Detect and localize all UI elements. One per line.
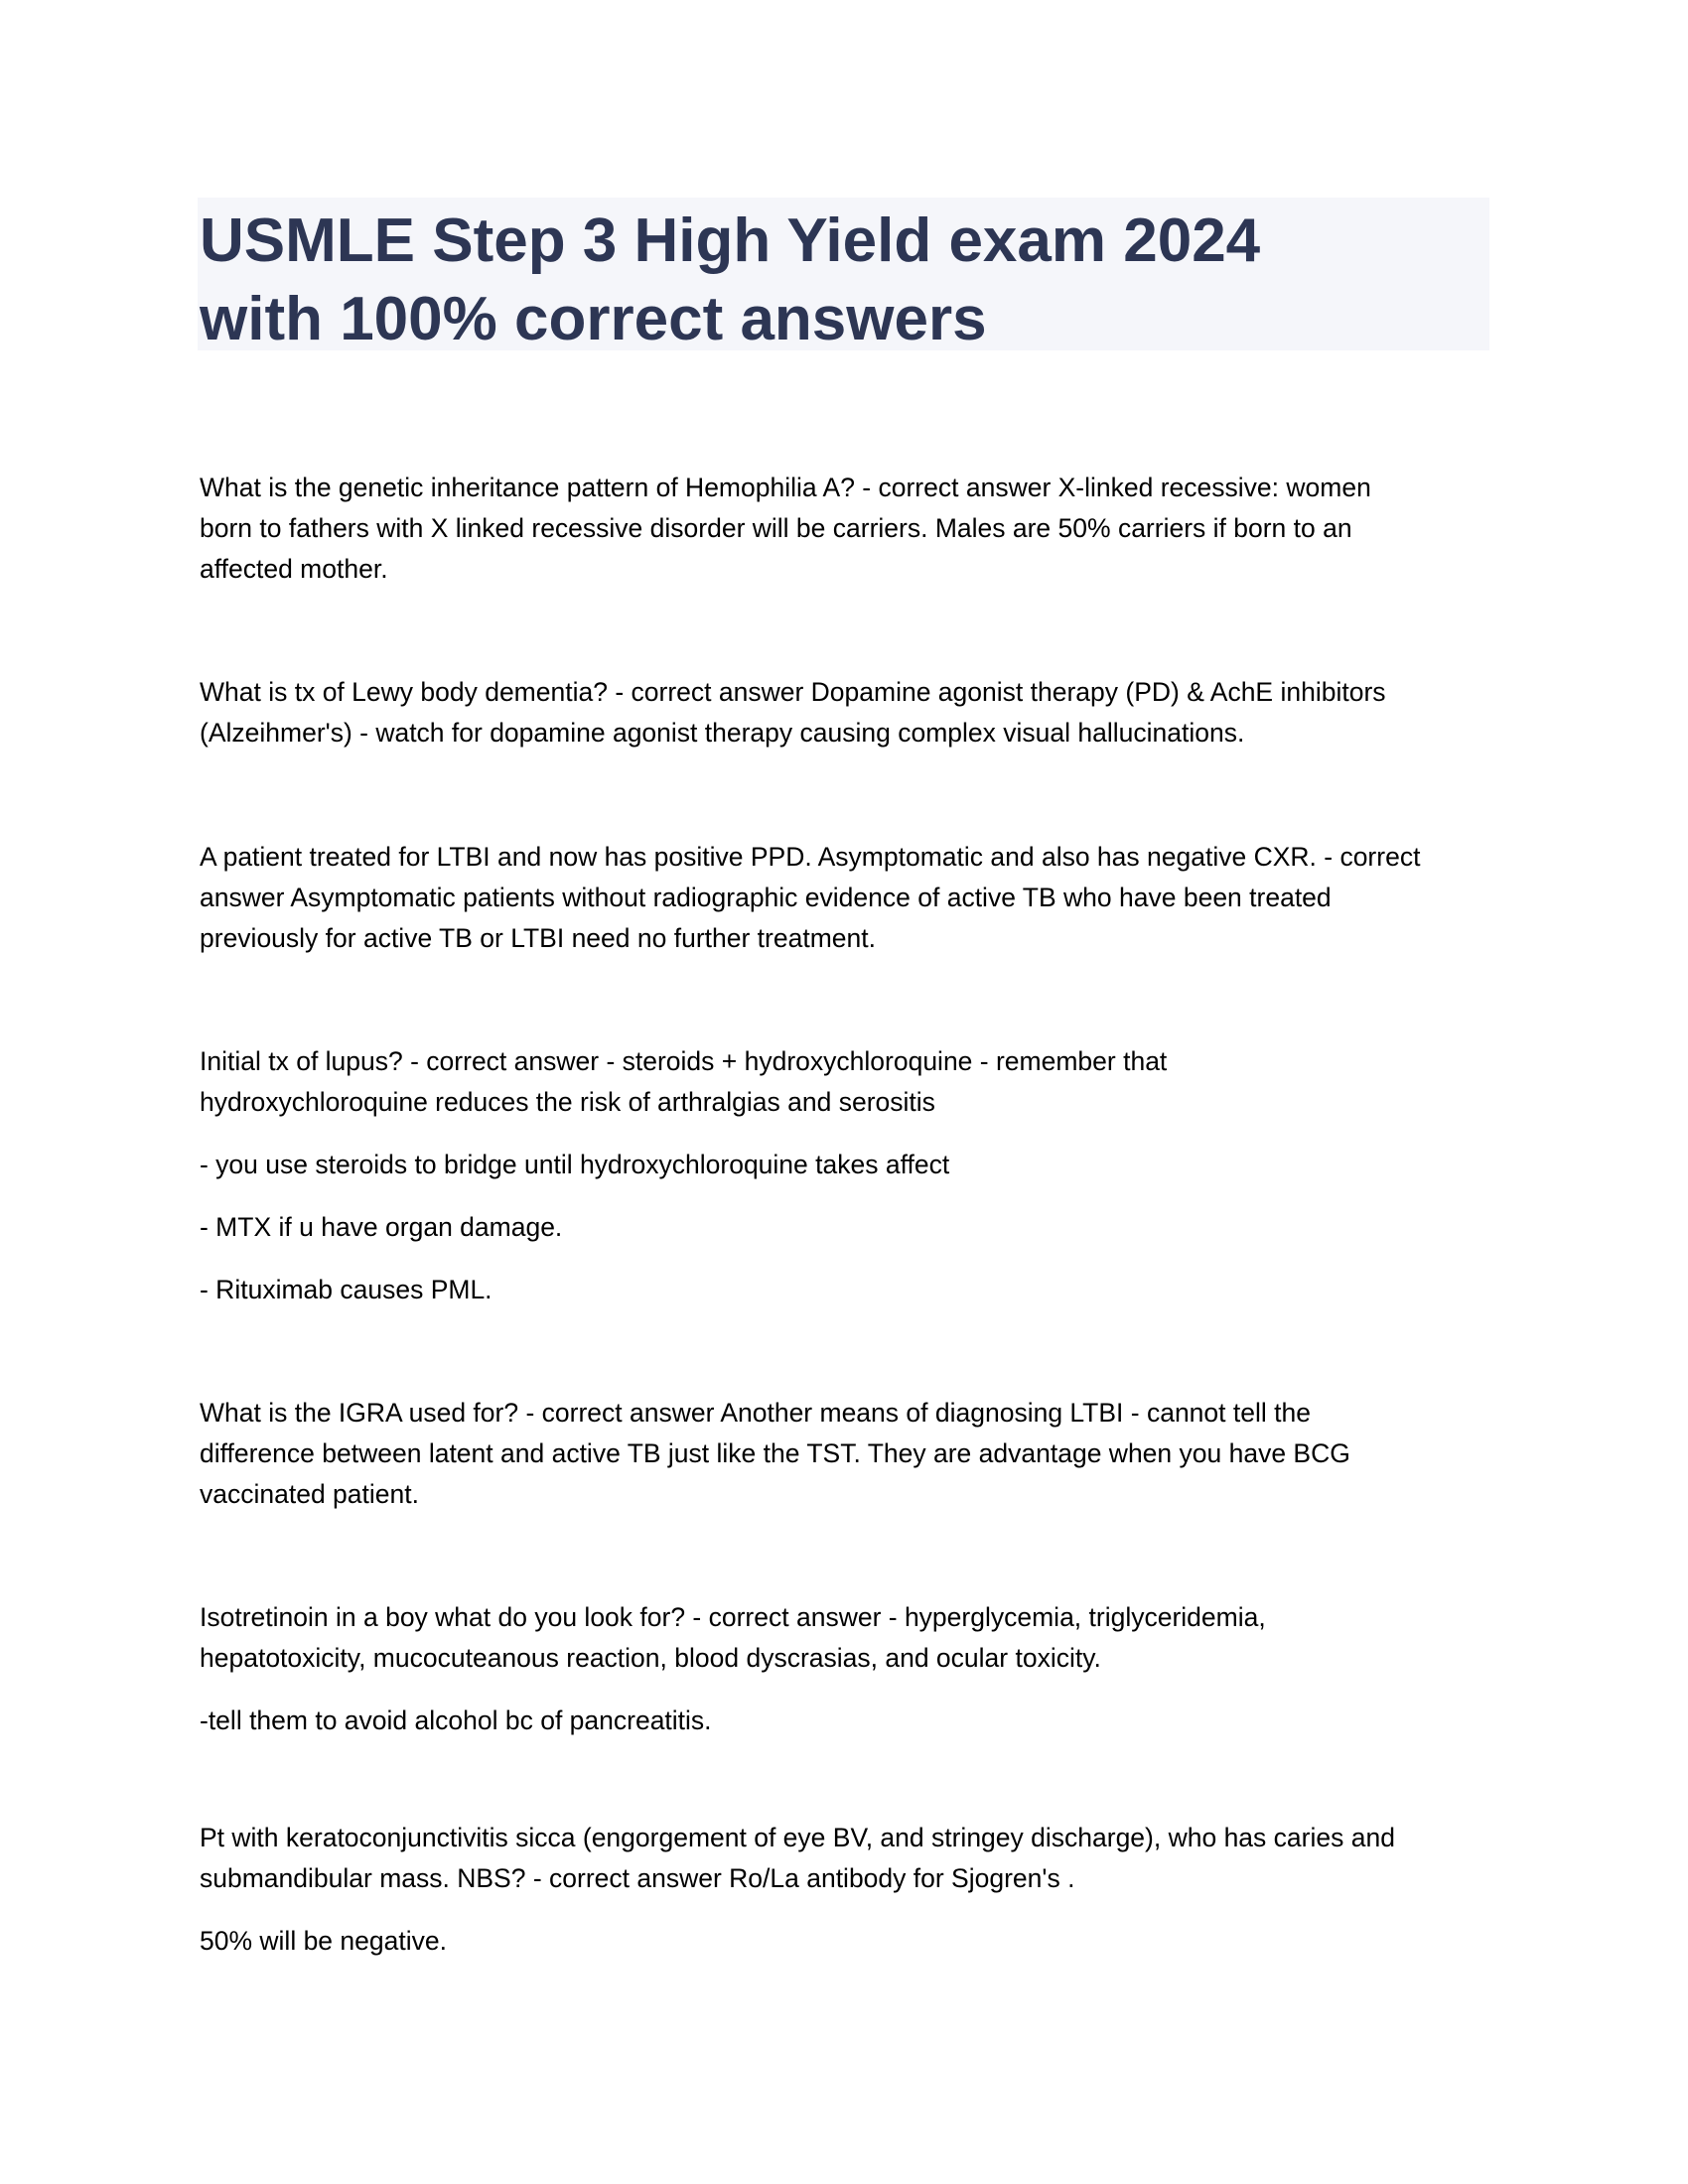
qa-line: What is the IGRA used for? - correct answer Another means of diagnosing LTBI - cannot tell the [200, 1398, 1311, 1428]
qa-line: previously for active TB or LTBI need no further treatment. [200, 923, 876, 953]
qa-line: Pt with keratoconjunctivitis sicca (engorgement of eye BV, and stringey discharge), who has caries and [200, 1823, 1395, 1852]
qa-line: affected mother. [200, 554, 388, 584]
qa-line: born to fathers with X linked recessive disorder will be carriers. Males are 50% carriers if born to an [200, 513, 1352, 543]
qa-item-hemophilia [200, 468, 1490, 590]
qa-item-isotretinoin [200, 1597, 1490, 1741]
qa-item-igra [200, 1393, 1490, 1515]
qa-note: - MTX if u have organ damage. [200, 1212, 563, 1242]
qa-line: hepatotoxicity, mucocuteanous reaction, blood dyscrasias, and ocular toxicity. [200, 1643, 1101, 1673]
qa-item-sjogren [200, 1818, 1490, 1962]
qa-line: vaccinated patient. [200, 1479, 419, 1509]
qa-note: - you use steroids to bridge until hydroxychloroquine takes affect [200, 1150, 950, 1179]
qa-line: (Alzeihmer's) - watch for dopamine agonist therapy causing complex visual hallucinations. [200, 718, 1245, 748]
qa-line: submandibular mass. NBS? - correct answer Ro/La antibody for Sjogren's . [200, 1863, 1075, 1893]
title-line-2: with 100% correct answers [200, 285, 987, 353]
qa-note: - Rituximab causes PML. [200, 1275, 492, 1304]
qa-line: Initial tx of lupus? - correct answer - steroids + hydroxychloroquine - remember that [200, 1046, 1168, 1076]
qa-line: What is tx of Lewy body dementia? - correct answer Dopamine agonist therapy (PD) & AchE inhibitors [200, 677, 1386, 707]
qa-item-ltbi [200, 837, 1490, 959]
qa-item-lewy-body [200, 672, 1490, 753]
document-title [200, 202, 1260, 358]
title-line-1: USMLE Step 3 High Yield exam 2024 [200, 206, 1261, 275]
qa-line: Isotretinoin in a boy what do you look for? - correct answer - hyperglycemia, triglyceridemia, [200, 1602, 1266, 1632]
qa-line: A patient treated for LTBI and now has positive PPD. Asymptomatic and also has negative CXR. - correct [200, 842, 1421, 872]
qa-line: What is the genetic inheritance pattern of Hemophilia A? - correct answer X-linked recessive: women [200, 473, 1371, 502]
qa-line: hydroxychloroquine reduces the risk of arthralgias and serositis [200, 1087, 935, 1117]
qa-line: difference between latent and active TB just like the TST. They are advantage when you have BCG [200, 1438, 1350, 1468]
qa-note: -tell them to avoid alcohol bc of pancreatitis. [200, 1706, 712, 1735]
qa-line: answer Asymptomatic patients without radiographic evidence of active TB who have been treated [200, 883, 1332, 912]
qa-note: 50% will be negative. [200, 1926, 447, 1956]
qa-item-lupus [200, 1041, 1490, 1310]
